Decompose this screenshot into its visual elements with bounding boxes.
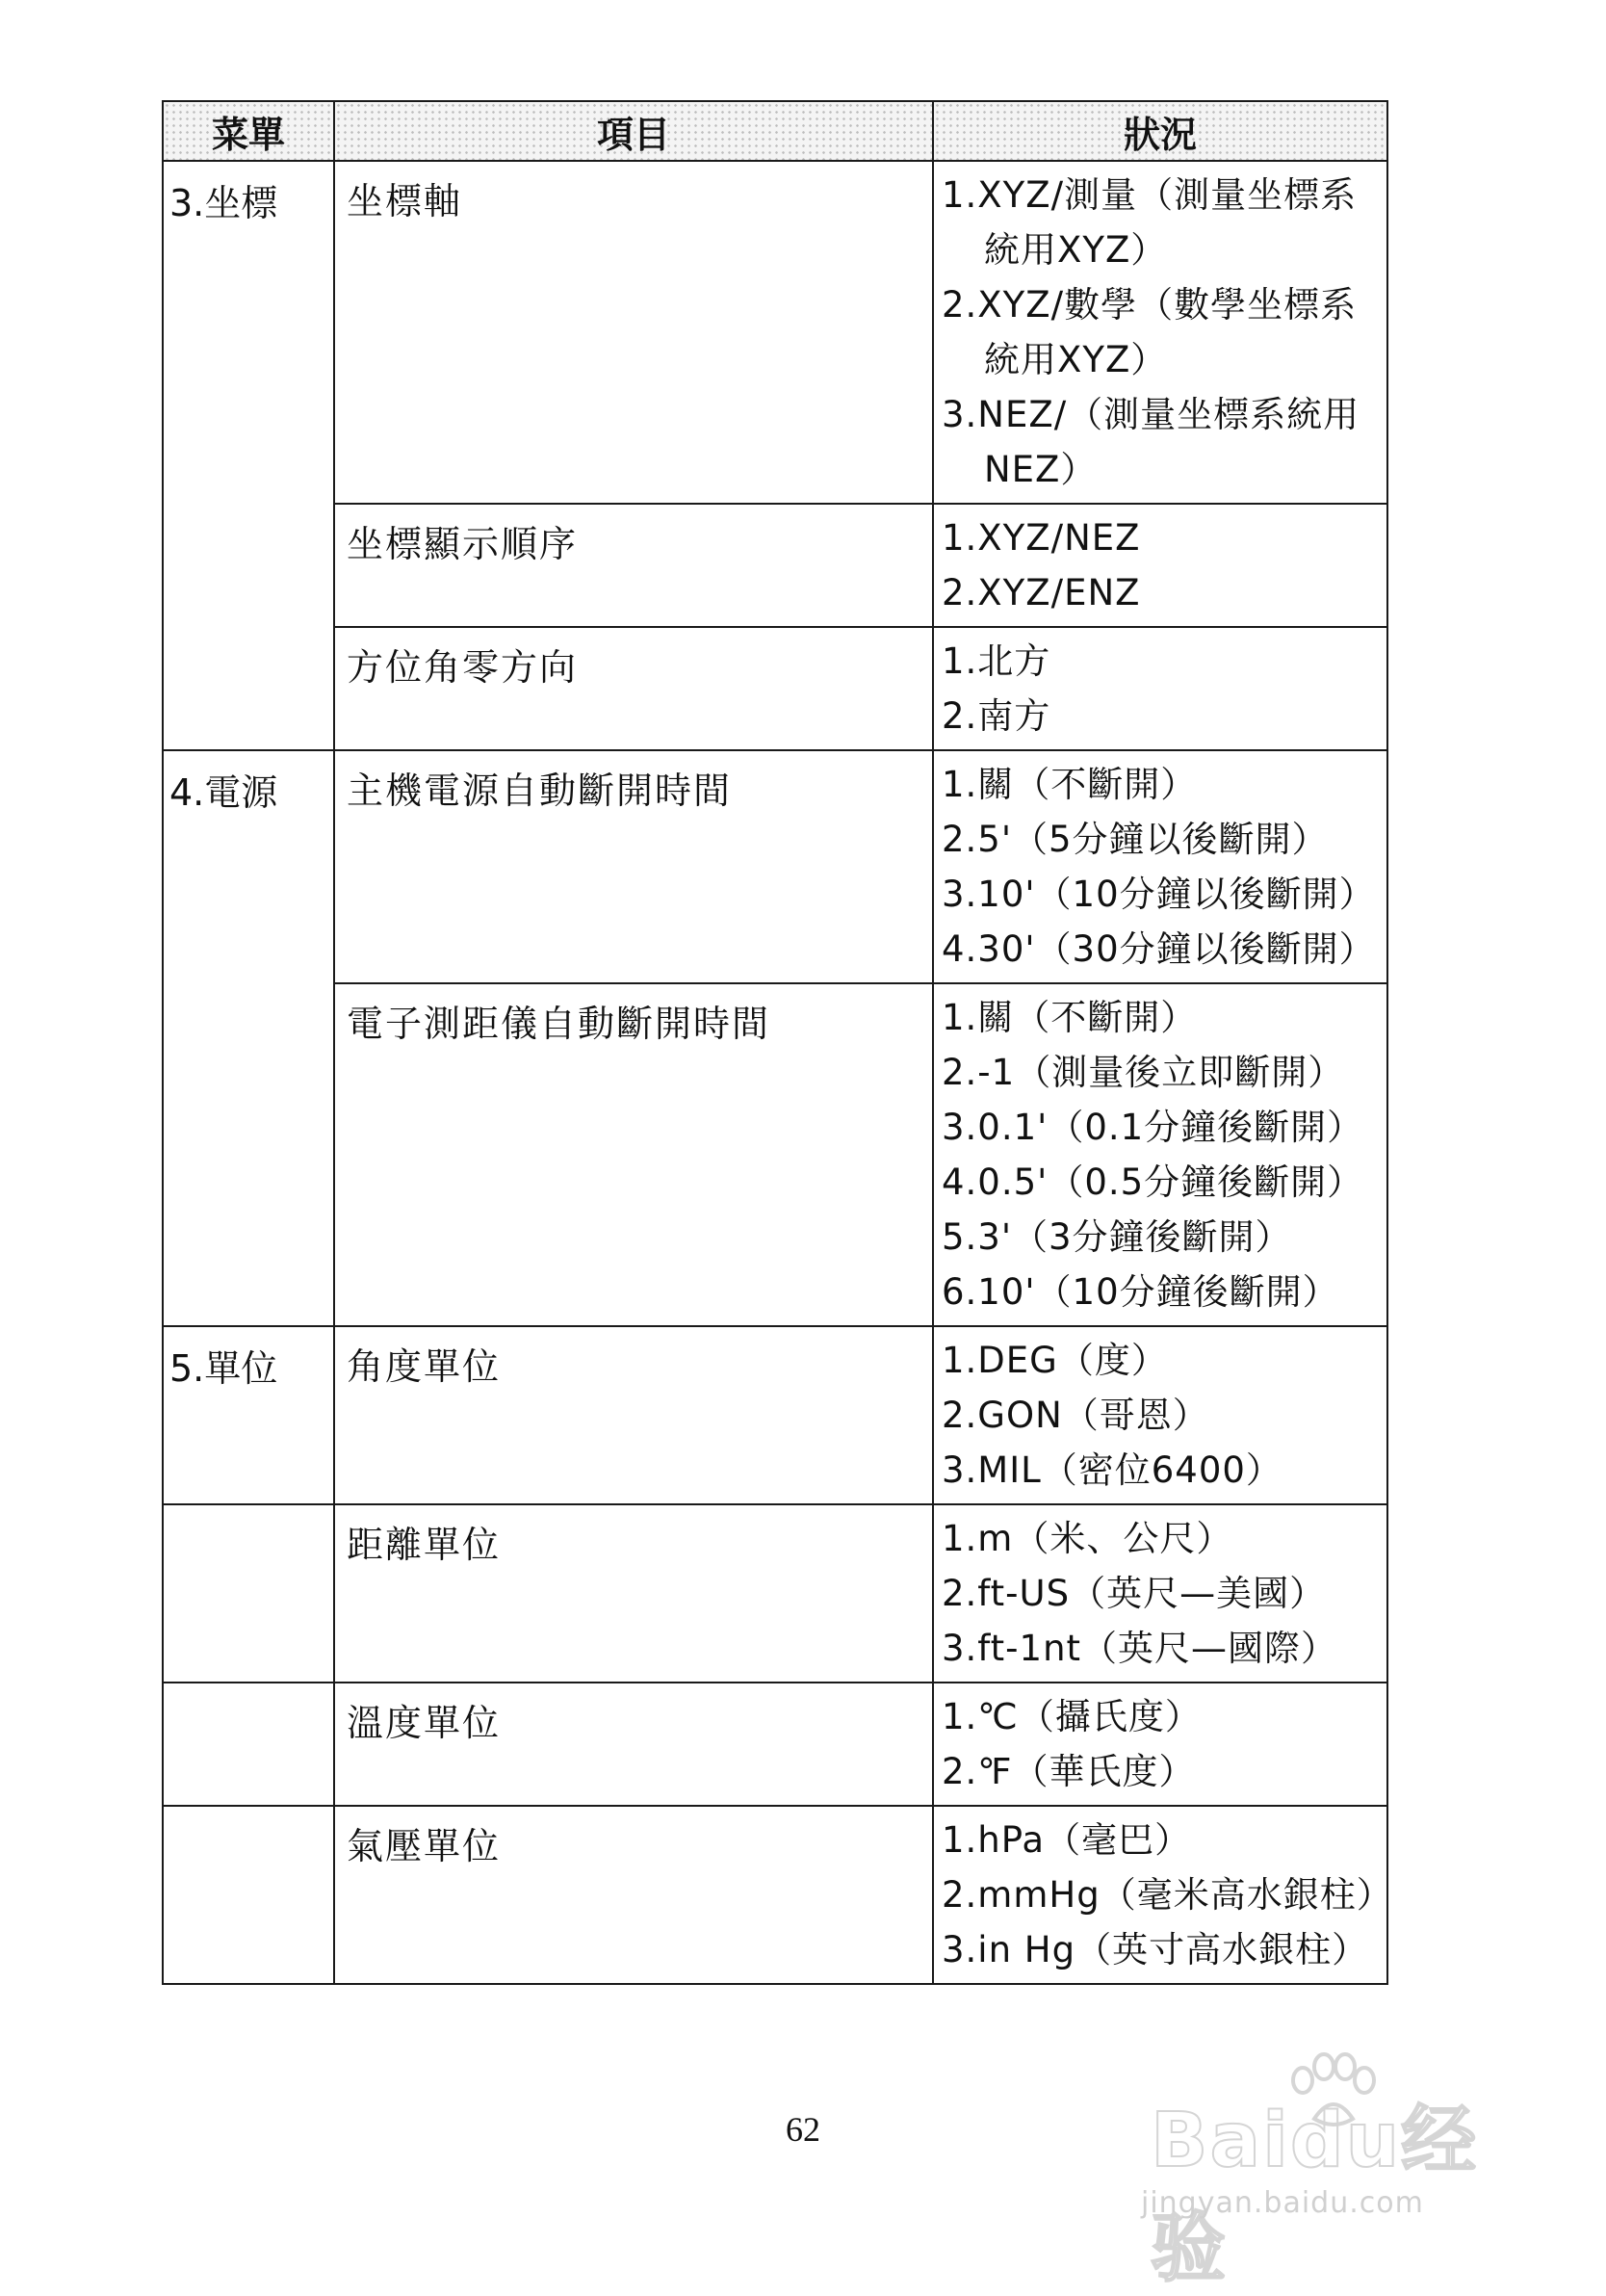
status-option: 2.南方	[942, 695, 1051, 737]
status-option: 2.℉（華氏度）	[942, 1751, 1196, 1792]
item-cell: 氣壓單位	[334, 1806, 933, 1984]
status-option: 2.XYZ/數學（數學坐標系	[942, 284, 1358, 326]
status-option: 2.mmHg（毫米高水銀柱）	[942, 1874, 1393, 1916]
status-cell	[933, 1806, 1393, 1984]
status-option: 3.10'（10分鐘以後斷開）	[942, 874, 1376, 915]
status-option-continued: NEZ）	[984, 449, 1098, 490]
status-cell	[933, 1326, 1387, 1504]
status-option: 3.NEZ/（測量坐標系統用	[942, 394, 1360, 435]
header-item: 項目	[334, 101, 933, 161]
status-option: 2.XYZ/ENZ	[942, 572, 1141, 613]
status-option: 2.5'（5分鐘以後斷開）	[942, 819, 1329, 860]
table-header-row	[163, 101, 1387, 161]
status-option: 1.XYZ/NEZ	[942, 517, 1141, 559]
table-row	[163, 627, 1387, 750]
status-option-continued: 統用XYZ）	[984, 229, 1168, 271]
table-row	[163, 750, 1387, 983]
menu-cell	[163, 1504, 334, 1683]
status-option: 3.0.1'（0.1分鐘後斷開）	[942, 1107, 1364, 1148]
item-cell: 坐標軸	[334, 161, 933, 504]
menu-cell	[163, 627, 334, 750]
status-option: 2.ft-US（英尺—美國）	[942, 1573, 1327, 1614]
table-row	[163, 161, 1387, 504]
table-row	[163, 504, 1387, 627]
menu-cell: 5.單位	[163, 1326, 334, 1504]
menu-cell	[163, 504, 334, 627]
status-cell	[933, 1504, 1387, 1683]
table-row	[163, 983, 1387, 1326]
status-option: 2.GON（哥恩）	[942, 1395, 1209, 1436]
item-cell: 坐標顯示順序	[334, 504, 933, 627]
status-cell	[933, 504, 1387, 627]
status-option: 1.關（不斷開）	[942, 764, 1198, 805]
watermark-logo: Baidu经验	[1151, 2098, 1479, 2292]
status-option: 1.XYZ/測量（測量坐標系	[942, 174, 1358, 216]
baidu-watermark	[1131, 2051, 1526, 2292]
table-row	[163, 1683, 1387, 1806]
status-option: 1.hPa（毫巴）	[942, 1819, 1192, 1861]
watermark-url: jingyan.baidu.com	[1141, 2186, 1424, 2220]
item-cell: 溫度單位	[334, 1683, 933, 1806]
menu-cell	[163, 1683, 334, 1806]
item-cell: 角度單位	[334, 1326, 933, 1504]
item-cell: 距離單位	[334, 1504, 933, 1683]
status-option-continued: 統用XYZ）	[984, 339, 1168, 380]
header-menu: 菜單	[163, 101, 334, 161]
status-cell	[933, 161, 1387, 504]
item-cell: 主機電源自動斷開時間	[334, 750, 933, 983]
settings-table	[162, 100, 1393, 1985]
status-option: 4.0.5'（0.5分鐘後斷開）	[942, 1161, 1364, 1203]
table-row	[163, 1326, 1387, 1504]
status-option: 2.-1（測量後立即斷開）	[942, 1052, 1345, 1093]
status-cell	[933, 983, 1387, 1326]
menu-cell: 3.坐標	[163, 161, 334, 504]
table-row	[163, 1806, 1387, 1984]
status-cell	[933, 1683, 1387, 1806]
status-option: 3.in Hg（英寸高水銀柱）	[942, 1929, 1369, 1970]
status-option: 3.MIL（密位6400）	[942, 1449, 1282, 1491]
menu-cell: 4.電源	[163, 750, 334, 983]
status-option: 1.℃（攝氏度）	[942, 1696, 1202, 1737]
menu-cell	[163, 1806, 334, 1984]
status-option: 5.3'（3分鐘後斷開）	[942, 1216, 1292, 1258]
menu-cell	[163, 983, 334, 1326]
status-cell	[933, 750, 1387, 983]
status-option: 1.m（米、公尺）	[942, 1518, 1233, 1559]
status-cell	[933, 627, 1387, 750]
status-option: 1.北方	[942, 640, 1051, 682]
status-option: 1.DEG（度）	[942, 1340, 1168, 1381]
status-option: 6.10'（10分鐘後斷開）	[942, 1271, 1339, 1313]
item-cell: 方位角零方向	[334, 627, 933, 750]
page-number: 62	[786, 2110, 820, 2149]
item-cell: 電子測距儀自動斷開時間	[334, 983, 933, 1326]
status-option: 1.關（不斷開）	[942, 997, 1198, 1038]
header-status: 狀況	[933, 101, 1387, 161]
status-option: 3.ft-1nt（英尺—國際）	[942, 1628, 1338, 1669]
status-option: 4.30'（30分鐘以後斷開）	[942, 928, 1376, 970]
table-row	[163, 1504, 1387, 1683]
